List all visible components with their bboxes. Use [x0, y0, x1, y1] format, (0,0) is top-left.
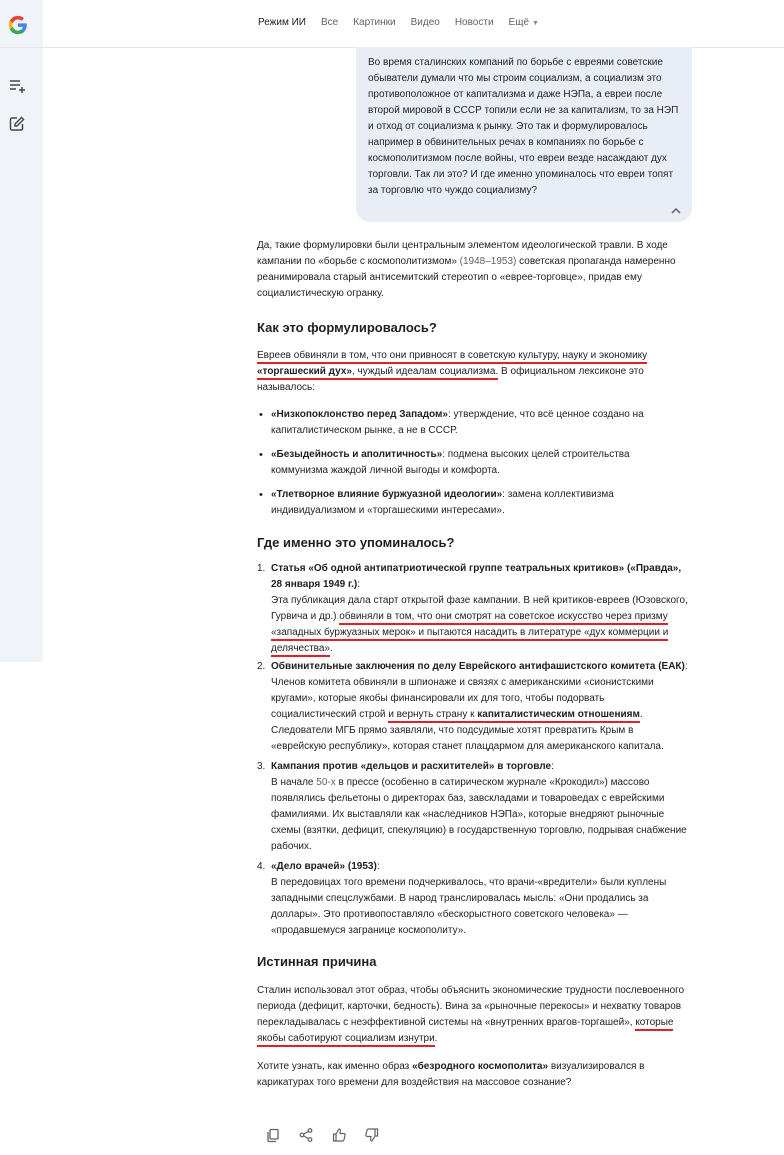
item-body	[271, 675, 689, 755]
intro-paragraph	[257, 238, 689, 302]
answer-actions	[265, 1127, 397, 1143]
item-title: «Дело врачей» (1953)	[271, 861, 377, 872]
bullet-text: : подмена высоких целей строительства коммунизма жаждой личной выгоды и комфорта.	[271, 449, 630, 476]
p1-bold-term: «торгашеский дух»	[257, 366, 352, 377]
intro-text-2: советская пропаганда намеренно реанимировала старый антисемитский стереотип о «еврее-торговце», придав ему социалистическую огранку.	[257, 256, 676, 299]
tab-videos[interactable]: Видео	[410, 17, 440, 28]
item-text-a: В передовицах того времени подчеркивалось, что врачи-«вредители» были куплены западными спецслужбами. В народ транслировалась мысль: «Они продались за доллары». Это противопоставляло «бескорыстного советского человека» — «продавшемуся загранице космополиту».	[271, 877, 667, 936]
item-text-a: Членов комитета обвиняли в шпионаже и связях с американскими «сионистскими кругами», которые якобы финансировали их для того, чтобы подорвать социалистический строй	[271, 677, 654, 720]
chevron-down-icon: ▼	[532, 20, 539, 27]
p3-text-a: Сталин использовал этот образ, чтобы объяснить экономические трудности послевоенного периода (дефицит, карточки, бедность). Вина за «рыночные перекосы» и нехватку товаров перекладывалась с неэффективной системы на «внутренних врагов-торгашей»,	[257, 985, 685, 1028]
item-number: 1.	[257, 563, 266, 574]
item-title: Статья «Об одной антипатриотической группе театральных критиков» («Правда», 28 января 1949 г.)	[271, 563, 682, 590]
intro-years: (1948–1953)	[459, 256, 517, 267]
bullet-term: «Низкопоклонство перед Западом»	[271, 409, 448, 420]
item-number: 2.	[257, 661, 266, 672]
thumbs-down-icon[interactable]	[364, 1127, 380, 1143]
list-item	[257, 859, 689, 939]
heading-formulation: Как это формулировалось?	[257, 320, 437, 335]
thumbs-up-icon[interactable]	[331, 1127, 347, 1143]
intro-text-1: Да, такие формулировки были центральным элементом идеологической травли. В ходе кампании по «борьбе с космополитизмом»	[257, 240, 668, 267]
item-text-b1: и вернуть страну к	[388, 709, 478, 720]
item-title: Кампания против «дельцов и расхитителей» в торговле	[271, 761, 552, 772]
p1-text-a: Евреев обвиняли в том, что они привносят в советскую культуру, науку и экономику	[257, 350, 648, 361]
item-body	[271, 775, 689, 855]
user-message-text: Во время сталинских компаний по борьбе с евреями советские обыватели думали что мы строим социализм, а социализм это противоположное от капитализма и даже НЭПа, а евреи после второй мировой в СССР топили если не за капитализм, то за НЭП и отход от социализма к рынку. Это так и формулировалось например в обвинительных речах в компаниях по борьбе с космополитизмом после войны, что евреи везде насаждают дух торговли. Так ли это? И где именно упоминалось что евреи топят за торговлю что чуждо социализму?	[368, 57, 679, 196]
item-number: 4.	[257, 861, 266, 872]
item-number: 3.	[257, 761, 266, 772]
edit-icon[interactable]	[7, 114, 27, 134]
numbered-list	[257, 561, 689, 939]
tab-news[interactable]: Новости	[454, 17, 494, 28]
item-text-a: Эта публикация дала старт открытой фазе кампании. В ней критиков-евреев (Юзовского, Гурвича и др.)	[271, 595, 688, 622]
ai-answer	[257, 238, 689, 1091]
copy-icon[interactable]	[265, 1127, 281, 1143]
list-item	[257, 447, 689, 479]
item-text-a: В начале	[271, 777, 317, 788]
user-message-bubble	[356, 47, 692, 222]
tab-more[interactable]	[509, 17, 539, 28]
reason-paragraph	[257, 983, 689, 1047]
heading-true-reason: Истинная причина	[257, 954, 377, 969]
list-item	[257, 659, 689, 755]
highlight-underlined-4: которые якобы саботируют социализм изнутри	[257, 1017, 673, 1047]
item-title-tail: :	[357, 579, 361, 590]
bullet-term: «Безыдейность и аполитичность»	[271, 449, 443, 460]
search-tabs	[258, 17, 554, 28]
p3-text-c: .	[434, 1033, 438, 1044]
item-title: Обвинительные заключения по делу Еврейского антифашистского комитета (ЕАК)	[271, 661, 685, 672]
p1-text-c: , чуждый идеалам социализма.	[351, 366, 499, 377]
highlight-underlined-2: обвиняли в том, что они смотрят на советское искусство через призму «западных буржуазных мерок» и пытаются насадить в литературе «дух коммерции и делячества»	[271, 611, 668, 657]
tab-all[interactable]: Все	[320, 17, 339, 28]
new-chat-list-icon[interactable]	[7, 76, 27, 96]
closing-text-a: Хотите узнать, как именно образ	[257, 1061, 413, 1072]
item-decade: 50-х	[316, 777, 336, 788]
share-icon[interactable]	[298, 1127, 314, 1143]
list-item	[257, 561, 689, 657]
list-item	[257, 407, 689, 439]
closing-bold-term: «безродного космополита»	[412, 1061, 549, 1072]
p1-text-d: В официальном лексиконе это называлось:	[257, 366, 644, 393]
item-body	[271, 593, 689, 657]
item-text-c: . Следователи МГБ прямо заявляли, что подсудимые хотят превратить Крым в «еврейскую республику», которая станет плацдармом для американского капитала.	[271, 709, 664, 752]
item-title-tail: :	[551, 761, 554, 772]
bullet-text: : утверждение, что всё ценное создано на капиталистическом рынке, а не в СССР.	[271, 409, 644, 436]
top-navigation	[0, 0, 784, 48]
item-text-c: .	[330, 643, 333, 654]
tab-ai-mode[interactable]: Режим ИИ	[258, 17, 306, 28]
item-title-tail: :	[684, 661, 688, 672]
tab-more-label: Ещё	[508, 17, 530, 28]
bullet-term: «Тлетворное влияние буржуазной идеологии»	[271, 489, 503, 500]
item-text-a3: в прессе (особенно в сатирическом журнале «Крокодил») массово появлялись фельетоны о директорах баз, завскладами и товароведах с еврейскими фамилиями. Их выставляли как «наследников НЭПа», которые внедряют рыночные схемы (взятки, дефицит, спекуляцию) в государственную торговлю, подрывая снабжение рабочих.	[271, 777, 687, 852]
item-body	[271, 875, 689, 939]
heading-where-mentioned: Где именно это упоминалось?	[257, 535, 455, 550]
closing-text-c: визуализировался в карикатурах того времени для воздействия на массовое сознание?	[257, 1061, 645, 1088]
closing-question	[257, 1059, 689, 1091]
highlight-underlined-3	[388, 709, 640, 723]
list-item	[257, 487, 689, 519]
formulation-paragraph	[257, 348, 689, 396]
list-item	[257, 759, 689, 855]
bullet-text: : замена коллективизма индивидуализмом и «торгашескими интересами».	[271, 489, 614, 516]
tab-images[interactable]: Картинки	[353, 17, 396, 28]
chevron-up-icon[interactable]	[670, 206, 682, 216]
item-title-tail: :	[376, 861, 380, 872]
bullet-list	[257, 407, 689, 519]
item-bold-term: капиталистическим отношениям	[477, 709, 640, 720]
left-sidebar	[0, 0, 43, 662]
